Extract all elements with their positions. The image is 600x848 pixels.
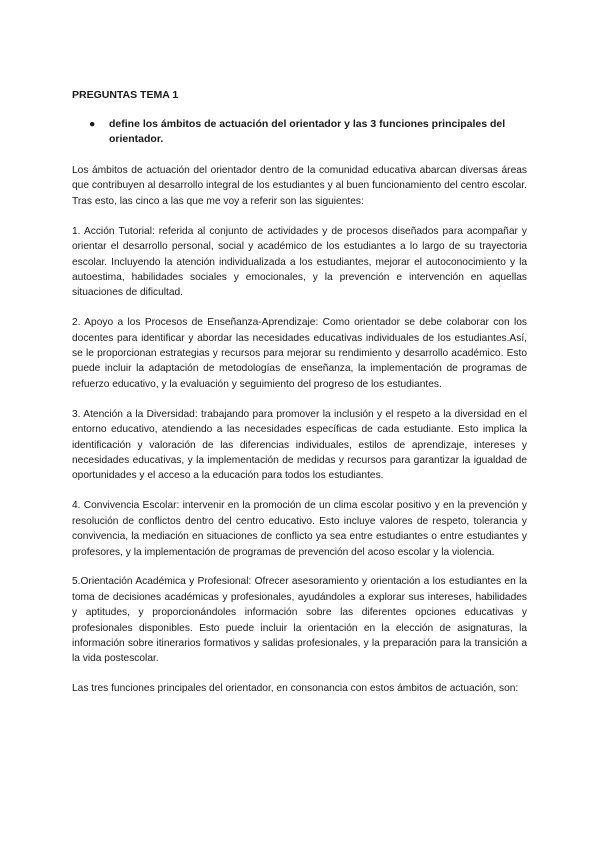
question-bullet [72, 117, 527, 147]
paragraph-atencion-diversidad: 3. Atención a la Diversidad: trabajando para promover la inclusión y el respeto a la diversidad en el entorno educativo, atendiendo a las necesidades específicas de cada estudiante. Esto implica la identificación y valoración de las diferencias individuales, estilos de aprendizaje, intereses y necesidades educativas, y la implementación de medidas y recursos para garantizar la igualdad de oportunidades y el acceso a la educación para todos los estudiantes. [72, 408, 527, 482]
intro-paragraph: Los ámbitos de actuación del orientador dentro de la comunidad educativa abarcan diversas áreas que contribuyen al desarrollo integral de los estudiantes y al buen funcionamiento del centro escolar. Tras esto, las cinco a las que me voy a referir son las siguientes: [72, 165, 527, 207]
question-text: define los ámbitos de actuación del orientador y las 3 funciones principales del orientador. [109, 118, 506, 145]
paragraph-apoyo-ensenanza: 2. Apoyo a los Procesos de Enseñanza-Aprendizaje: Como orientador se debe colaborar con los docentes para identificar y abordar las necesidades educativas individuales de los estudiantes.Así, se le proporcionan estrategias y recursos para mejorar su rendimiento y desarrollo académico. Esto puede incluir la adaptación de metodologías de enseñanza, la implementación de programas de refuerzo educativo, y la evaluación y seguimiento del progreso de los estudiantes. [72, 317, 527, 390]
paragraph-convivencia-escolar: 4. Convivencia Escolar: intervenir en la promoción de un clima escolar positivo y en la prevención y resolución de conflictos dentro del centro educativo. Esto incluye valores de respeto, tolerancia y convivencia, la mediación en situaciones de conflicto ya sea entre estudiantes o entre estudiantes y profesores, y la implementación de programas de prevención del acoso escolar y la violencia. [72, 500, 527, 558]
bullet-dot-icon: ● [89, 118, 96, 130]
paragraph-orientacion-academica: 5.Orientación Académica y Profesional: Ofrecer asesoramiento y orientación a los estudiantes en la toma de decisiones académicas y profesionales, ayudándoles a explorar sus intereses, habilidades y aptitudes, y proporcionándoles información sobre las diferentes opciones educativas y profesionales disponibles. Esto puede incluir la orientación en la elección de asignaturas, la información sobre itinerarios formativos y salidas profesionales, y la preparación para la transición a la vida postescolar. [72, 576, 527, 665]
paragraph-accion-tutorial: 1. Acción Tutorial: referida al conjunto de actividades y de procesos diseñados para acompañar y orientar el desarrollo personal, social y académico de los estudiantes a lo largo de su trayectoria escolar. Incluyendo la atención individualizada a los estudiantes, mejorar el autoconocimiento y la autoestima, habilidades sociales y emocionales, y la prevención e intervención en aquellas situaciones de dificultad. [72, 225, 527, 299]
document-page [72, 88, 527, 711]
document-heading: PREGUNTAS TEMA 1 [72, 89, 179, 101]
closing-paragraph: Las tres funciones principales del orientador, en consonancia con estos ámbitos de actuación, son: [72, 683, 519, 695]
